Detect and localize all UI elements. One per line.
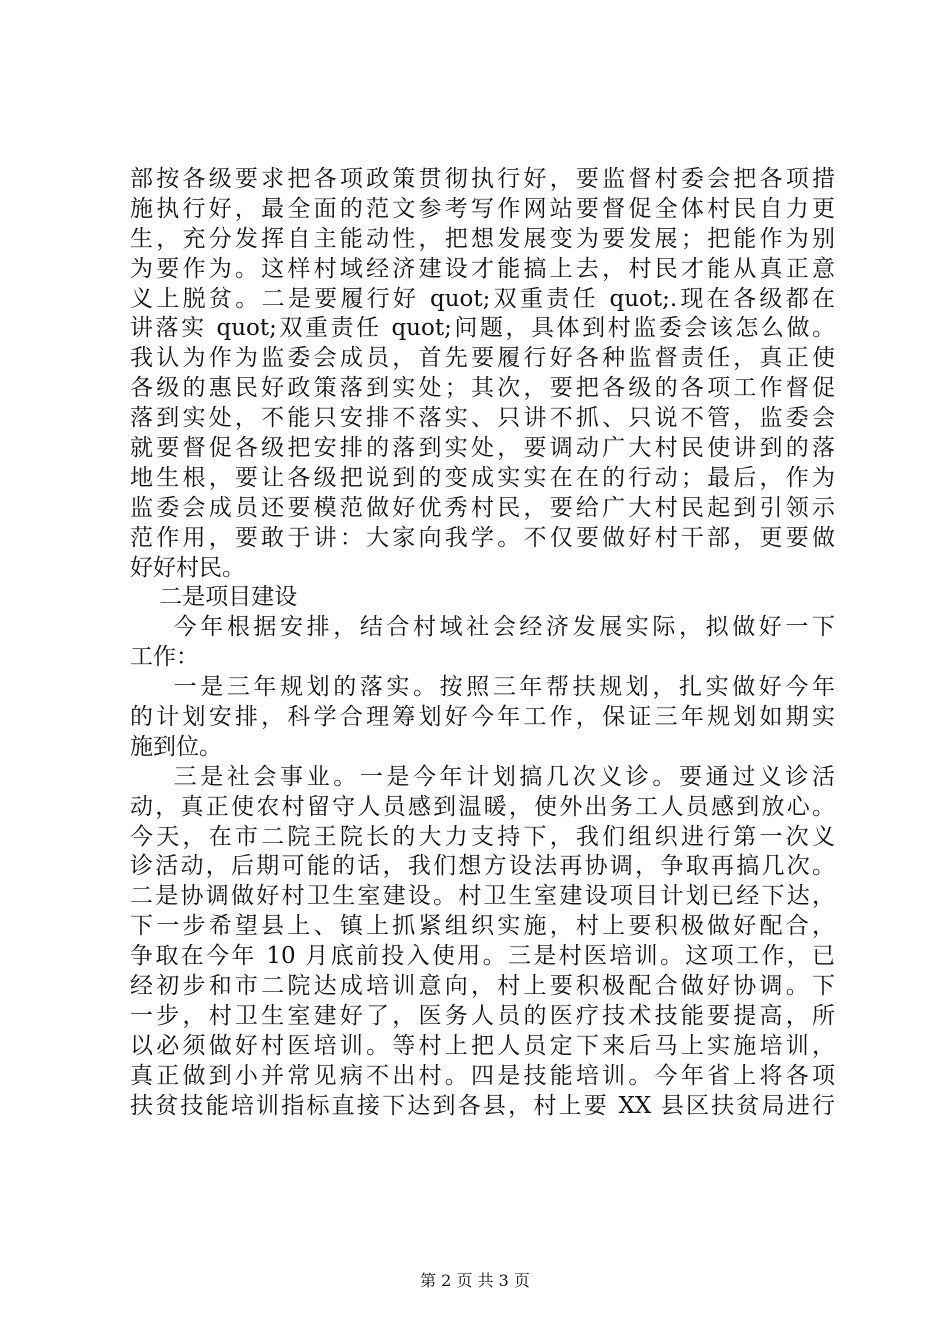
text-line: 范作用，要敢于讲：大家向我学。不仅要做好村干部，更要做	[130, 524, 835, 551]
text-line: 就要督促各级把安排的落到实处，要调动广大村民使讲到的落	[130, 435, 835, 462]
text-line: 今年根据安排，结合村域社会经济发展实际，拟做好一下	[130, 614, 835, 641]
text-line: 落到实处，不能只安排不落实、只讲不抓、只说不管，监委会	[130, 405, 835, 432]
text-line: 三是社会事业。一是今年计划搞几次义诊。要通过义诊活	[130, 763, 835, 790]
text-line: 监委会成员还要模范做好优秀村民，要给广大村民起到引领示	[130, 494, 835, 521]
text-line: 二是项目建设	[130, 584, 298, 611]
text-line: 二是协调做好村卫生室建设。村卫生室建设项目计划已经下达，	[130, 883, 835, 910]
text-line: 以必须做好村医培训。等村上把人员定下来后马上实施培训，	[130, 1032, 835, 1059]
text-line: 我认为作为监委会成员，首先要履行好各种监督责任，真正使	[130, 345, 835, 372]
text-line: 地生根，要让各级把说到的变成实实在在的行动；最后，作为	[130, 464, 835, 491]
text-line: 好好村民。	[130, 554, 245, 581]
text-line: 一步，村卫生室建好了，医务人员的医疗技术技能要提高，所	[130, 1002, 835, 1029]
text-line: 今天，在市二院王院长的大力支持下，我们组织进行第一次义	[130, 823, 835, 850]
text-line: 争取在今年 10 月底前投入使用。三是村医培训。这项工作，已	[130, 943, 835, 970]
text-line: 下一步希望县上、镇上抓紧组织实施，村上要积极做好配合，	[130, 913, 835, 940]
text-line: 讲落实 quot;双重责任 quot;问题，具体到村监委会该怎么做。	[130, 315, 835, 342]
text-line: 施到位。	[130, 733, 222, 760]
document-body	[130, 165, 835, 1122]
text-line: 生，充分发挥自主能动性，把想发展变为要发展；把能作为别	[130, 225, 835, 252]
text-line: 经初步和市二院达成培训意向，村上要积极配合做好协调。下	[130, 973, 835, 1000]
text-line: 扶贫技能培训指标直接下达到各县，村上要 XX 县区扶贫局进行	[130, 1092, 835, 1119]
text-line: 的计划安排，科学合理筹划好今年工作，保证三年规划如期实	[130, 704, 835, 731]
text-line: 施执行好，最全面的范文参考写作网站要督促全体村民自力更	[130, 195, 835, 222]
text-line: 工作：	[130, 644, 199, 671]
page-footer: 第 2 页 共 3 页	[420, 1271, 530, 1290]
text-line: 义上脱贫。二是要履行好 quot;双重责任 quot;.现在各级都在	[130, 285, 835, 312]
text-line: 动，真正使农村留守人员感到温暖，使外出务工人员感到放心。	[130, 793, 835, 820]
text-line: 真正做到小并常见病不出村。四是技能培训。今年省上将各项	[130, 1062, 835, 1089]
text-line: 一是三年规划的落实。按照三年帮扶规划，扎实做好今年	[130, 674, 835, 701]
text-line: 各级的惠民好政策落到实处；其次，要把各级的各项工作督促	[130, 375, 835, 402]
text-line: 部按各级要求把各项政策贯彻执行好，要监督村委会把各项措	[130, 166, 835, 192]
text-line: 诊活动，后期可能的话，我们想方设法再协调，争取再搞几次。	[130, 853, 835, 880]
text-line: 为要作为。这样村域经济建设才能搞上去，村民才能从真正意	[130, 255, 835, 282]
